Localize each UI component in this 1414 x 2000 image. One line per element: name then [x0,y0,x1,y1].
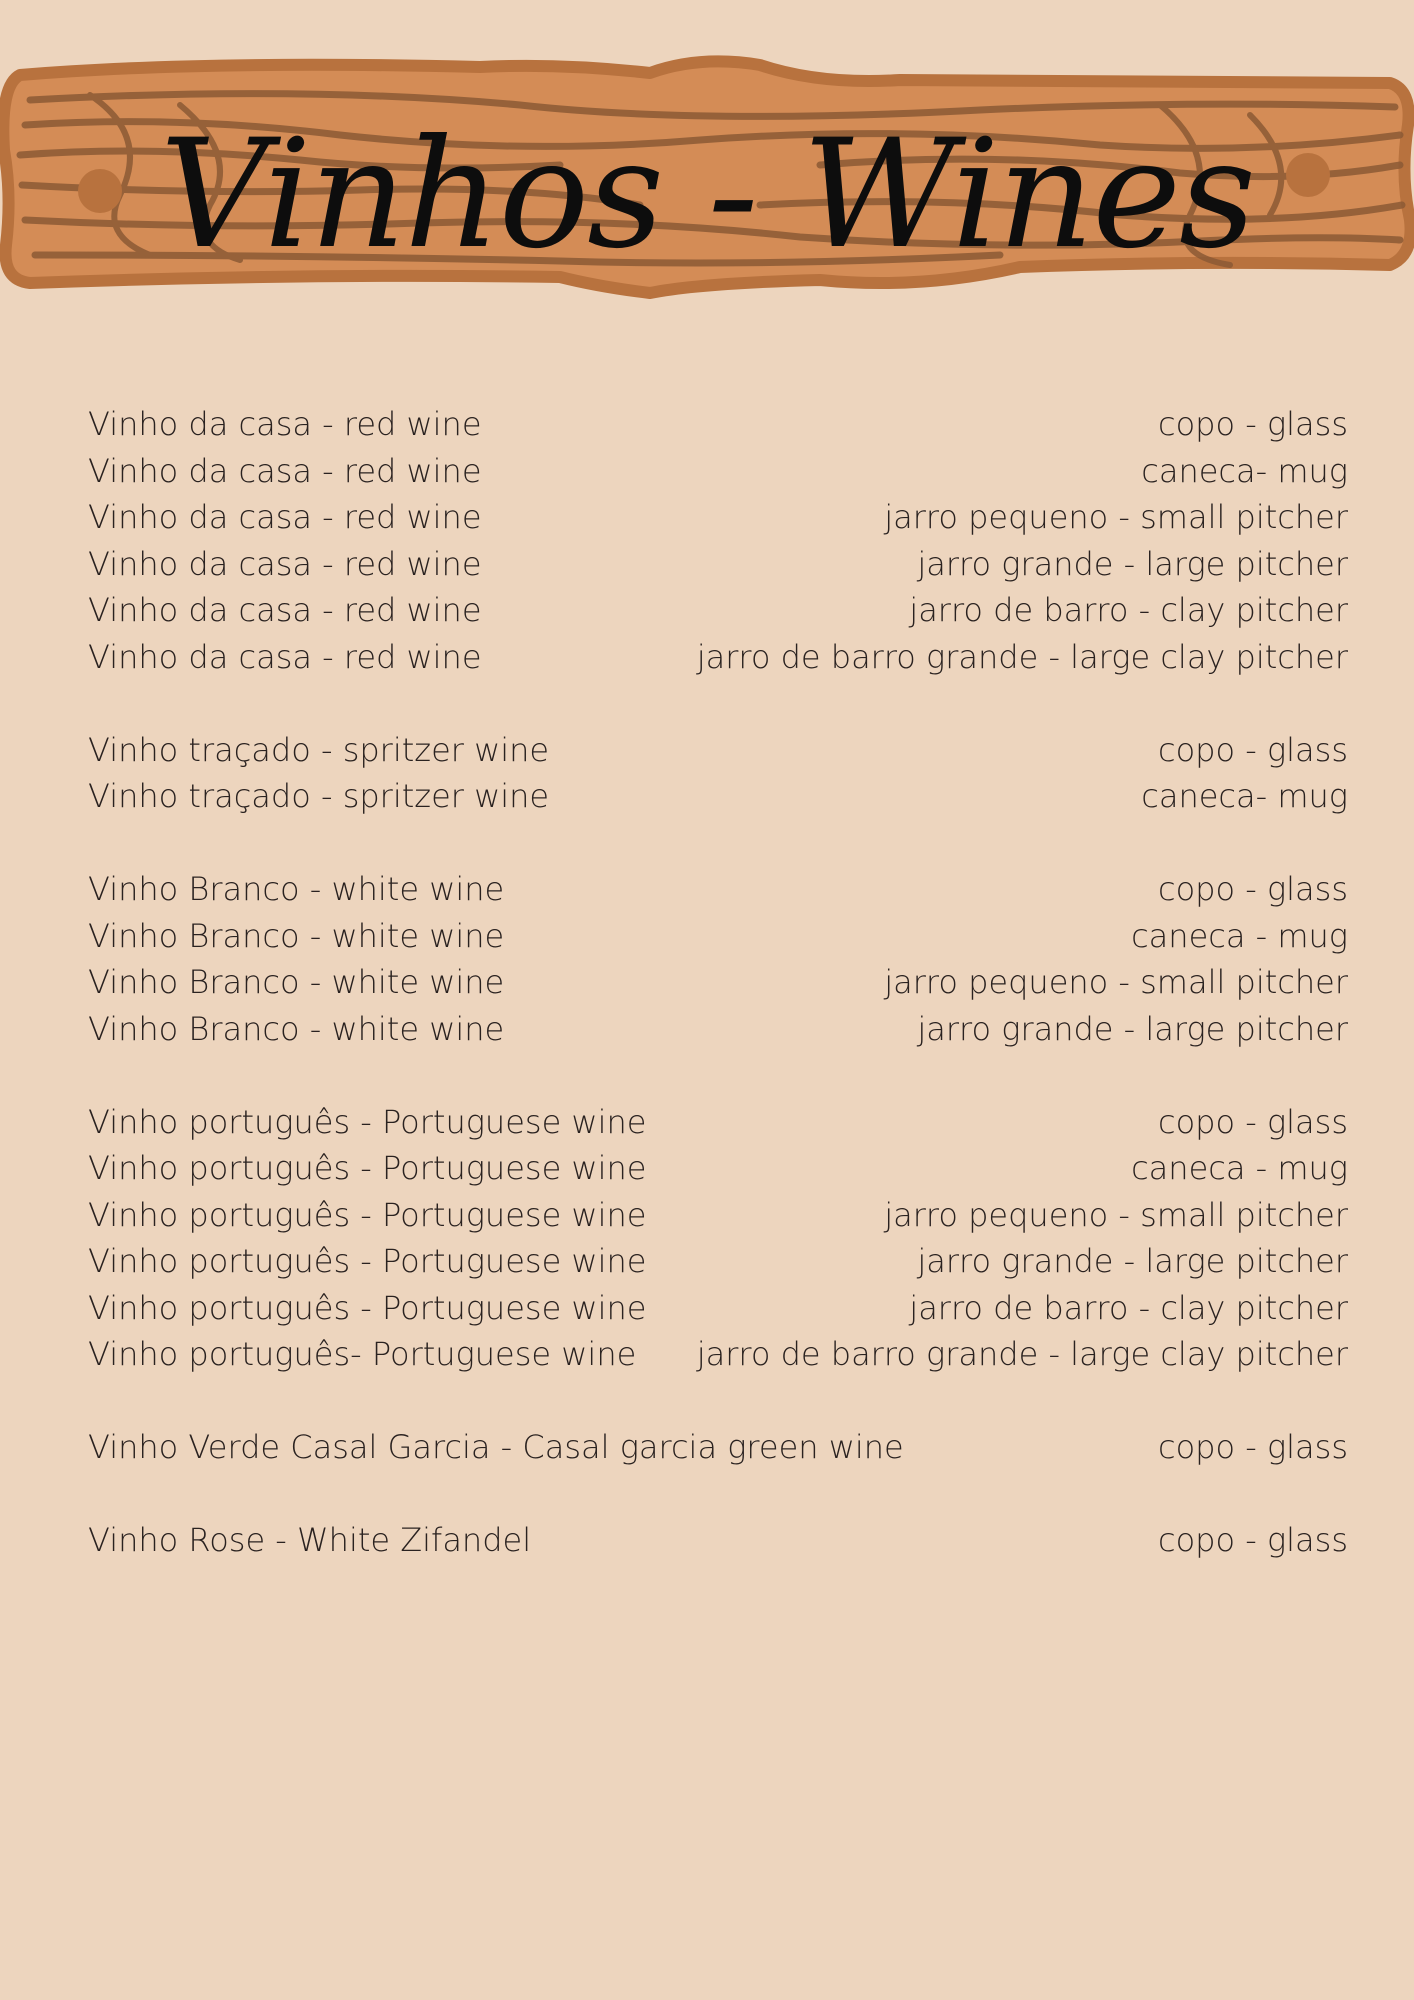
serving-size: jarro pequeno - small pitcher [884,1195,1348,1234]
serving-size: jarro de barro - clay pitcher [909,591,1348,629]
wine-name: Vinho Branco - white wine [88,963,505,1001]
menu-row [88,727,1348,774]
serving-size: caneca - mug [1131,916,1348,955]
wood-plank-banner [0,55,1414,315]
wine-name: Vinho da casa - red wine [88,405,482,443]
serving-size: jarro grande - large pitcher [917,1242,1348,1280]
menu-row [88,401,1348,448]
serving-size: caneca - mug [1131,1149,1348,1187]
menu-group-portuguese [88,1099,1348,1378]
menu-row [88,587,1348,634]
serving-size: jarro pequeno - small pitcher [884,963,1348,1001]
serving-size: jarro grande - large pitcher [917,544,1348,583]
wine-name: Vinho traçado - spritzer wine [88,777,550,815]
wine-name: Vinho português - Portuguese wine [88,1242,647,1280]
menu-row [88,913,1348,960]
menu-group-vinho-verde [88,1424,1348,1471]
serving-size: copo - glass [1158,730,1348,769]
wine-name: Vinho da casa - red wine [88,637,482,676]
wine-name: Vinho traçado - spritzer wine [88,730,550,769]
serving-size: caneca- mug [1141,777,1348,815]
menu-row [88,494,1348,541]
menu-row [88,773,1348,820]
menu-group-spritzer [88,727,1348,820]
menu-group-rose [88,1517,1348,1564]
wine-name: Vinho português - Portuguese wine [88,1288,647,1327]
wine-name: Vinho português - Portuguese wine [88,1149,647,1187]
serving-size: caneca- mug [1141,451,1348,490]
serving-size: jarro de barro grande - large clay pitcher [696,1335,1348,1373]
serving-size: copo - glass [1158,1521,1348,1559]
wine-name: Vinho da casa - red wine [88,498,482,536]
wine-name: Vinho Verde Casal Garcia - Casal garcia green wine [88,1428,904,1466]
wine-name: Vinho da casa - red wine [88,544,482,583]
menu-row [88,1192,1348,1239]
wine-name: Vinho da casa - red wine [88,451,482,490]
menu-row [88,959,1348,1006]
menu-row [88,448,1348,495]
serving-size: jarro de barro - clay pitcher [909,1288,1348,1327]
menu-row [88,1517,1348,1564]
menu-row [88,541,1348,588]
serving-size: copo - glass [1158,1428,1348,1466]
serving-size: copo - glass [1158,870,1348,908]
wine-name: Vinho da casa - red wine [88,591,482,629]
menu-row [88,1424,1348,1471]
wine-name: Vinho Branco - white wine [88,916,505,955]
wine-name: Vinho português - Portuguese wine [88,1102,647,1141]
menu-row [88,1331,1348,1378]
menu-row [88,1099,1348,1146]
menu-group-white [88,866,1348,1052]
page-title: Vinhos - Wines [159,108,1255,282]
serving-size: copo - glass [1158,1102,1348,1141]
wine-name: Vinho Branco - white wine [88,1009,505,1048]
serving-size: jarro grande - large pitcher [917,1009,1348,1048]
serving-size: jarro de barro grande - large clay pitcher [696,637,1348,676]
wine-name: Vinho português- Portuguese wine [88,1335,637,1373]
wine-name: Vinho Rose - White Zifandel [88,1521,532,1559]
serving-size: jarro pequeno - small pitcher [884,498,1348,536]
menu-row [88,1006,1348,1053]
menu-row [88,1285,1348,1332]
serving-size: copo - glass [1158,405,1348,443]
menu-row [88,1238,1348,1285]
menu-row [88,1145,1348,1192]
menu-group-house-red [88,401,1348,680]
wine-name: Vinho Branco - white wine [88,870,505,908]
wine-name: Vinho português - Portuguese wine [88,1195,647,1234]
menu-row [88,634,1348,681]
wine-menu [88,401,1348,1610]
menu-row [88,866,1348,913]
